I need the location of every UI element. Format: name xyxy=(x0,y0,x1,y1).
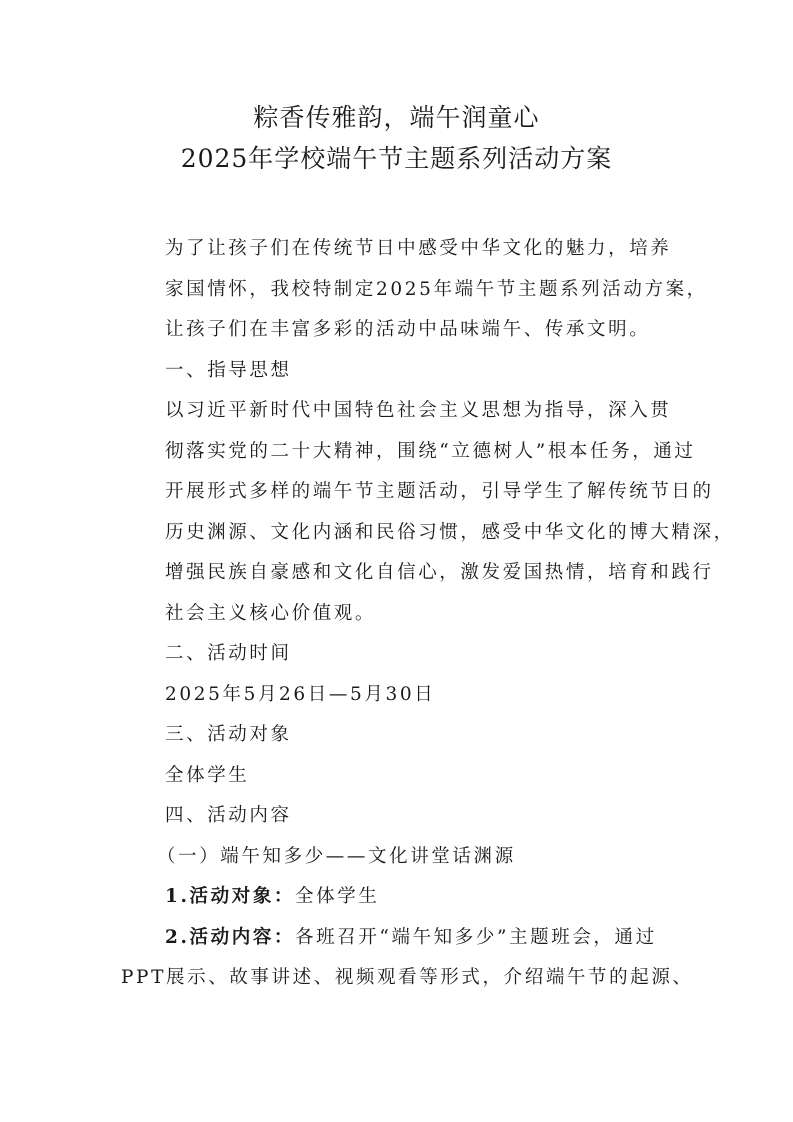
section-heading-guiding-ideology: 一、指导思想 xyxy=(165,359,292,381)
item-continuation: PPT展示、故事讲述、视频观看等形式，介绍端午节的起源、 xyxy=(121,967,694,988)
paragraph-line: 彻落实党的二十大精神，围绕“立德树人”根本任务，通过 xyxy=(165,440,696,462)
item-activity-content xyxy=(121,918,694,999)
intro-line: 让孩子们在丰富多彩的活动中品味端午、传承文明。 xyxy=(165,319,651,340)
guiding-ideology-paragraph xyxy=(121,391,735,634)
item-text: 全体学生 xyxy=(295,886,380,907)
item-activity-target xyxy=(121,877,673,918)
document-title-sub: 2025年学校端午节主题系列活动方案 xyxy=(180,144,613,173)
paragraph-line: 历史渊源、文化内涵和民俗习惯，感受中华文化的博大精深， xyxy=(165,521,735,543)
intro-line: 家国情怀，我校特制定2025年端午节主题系列活动方案， xyxy=(165,278,708,300)
document-body xyxy=(121,229,735,999)
item-label: 2.活动内容： xyxy=(165,926,296,948)
paragraph-line: 社会主义核心价值观。 xyxy=(165,602,377,624)
activity-target-value: 全体学生 xyxy=(165,764,250,786)
paragraph-line: 以习近平新时代中国特色社会主义思想为指导，深入贯 xyxy=(165,400,672,421)
activity-time-value: 2025年5月26日—5月30日 xyxy=(165,683,436,705)
section-heading-activity-time: 二、活动时间 xyxy=(165,643,292,664)
item-text: 各班召开“端午知多少”主题班会，通过 xyxy=(295,926,657,948)
item-label: 1.活动对象： xyxy=(165,886,296,907)
section-heading-activity-target: 三、活动对象 xyxy=(165,724,292,745)
intro-line: 为了让孩子们在传统节日中感受中华文化的魅力，培养 xyxy=(165,238,672,259)
subsection-heading: （一）端午知多少——文化讲堂话渊源 xyxy=(157,845,516,867)
paragraph-line: 增强民族自豪感和文化自信心，激发爱国热情，培育和践行 xyxy=(165,562,714,583)
section-heading-activity-content: 四、活动内容 xyxy=(165,805,292,826)
intro-paragraph xyxy=(121,229,708,351)
paragraph-line: 开展形式多样的端午节主题活动，引导学生了解传统节日的 xyxy=(165,481,714,502)
document-title-main: 粽香传雅韵，端午润童心 xyxy=(253,103,540,132)
